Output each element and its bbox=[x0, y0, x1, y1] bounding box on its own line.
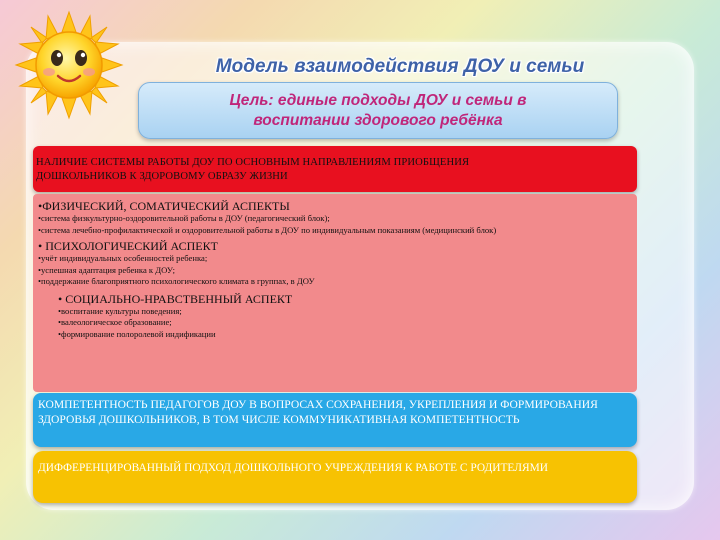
sun-icon bbox=[14, 10, 124, 120]
system-block-text: НАЛИЧИЕ СИСТЕМЫ РАБОТЫ ДОУ ПО ОСНОВНЫМ НАПРАВЛЕНИЯМ ПРИОБЩЕНИЯ ДОШКОЛЬНИКОВ К ЗДОРОВОМУ ОБРАЗУ ЖИЗНИ bbox=[36, 157, 470, 182]
aspect-physical-heading: •ФИЗИЧЕСКИЙ, СОМАТИЧЕСКИЙ АСПЕКТЫ bbox=[38, 199, 290, 213]
aspect-item: •учёт индивидуальных особенностей ребенка; bbox=[38, 253, 208, 263]
aspect-psychological-heading: • ПСИХОЛОГИЧЕСКИЙ АСПЕКТ bbox=[38, 239, 218, 253]
approach-block-text: ДИФФЕРЕНЦИРОВАННЫЙ ПОДХОД ДОШКОЛЬНОГО УЧРЕЖДЕНИЯ К РАБОТЕ С РОДИТЕЛЯМИ bbox=[38, 462, 548, 474]
aspect-item: •система физкультурно-оздоровительной работы в ДОУ (педагогический блок); bbox=[38, 213, 330, 223]
aspect-item: •успешная адаптация ребенка к ДОУ; bbox=[38, 264, 175, 275]
aspect-item: •формирование полоролевой индификации bbox=[58, 328, 216, 339]
competence-block-text: КОМПЕТЕНТНОСТЬ ПЕДАГОГОВ ДОУ В ВОПРОСАХ СОХРАНЕНИЯ, УКРЕПЛЕНИЯ И ФОРМИРОВАНИЯ ЗДОРОВЬЯ ДОШКОЛЬНИКОВ, В ТОМ ЧИСЛЕ КОММУНИКАТИВНАЯ КОМПЕТЕНТНОСТЬ bbox=[38, 398, 598, 426]
aspect-item: •поддержание благоприятного психологического климата в группах, в ДОУ bbox=[38, 276, 315, 286]
aspect-item: •система лечебно-профилактической и оздоровительной работы в ДОУ по индивидуальным показаниям (медицинский блок) bbox=[38, 224, 497, 235]
goal-box bbox=[138, 82, 618, 139]
aspect-social-heading: • СОЦИАЛЬНО-НРАВСТВЕННЫЙ АСПЕКТ bbox=[58, 291, 293, 306]
slide-title: Модель взаимодействия ДОУ и семьи bbox=[215, 56, 585, 77]
aspects-list bbox=[38, 198, 634, 340]
goal-text: Цель: единые подходы ДОУ и семьи в воспитании здорового ребёнка bbox=[229, 91, 527, 129]
aspect-item: •воспитание культуры поведения; bbox=[58, 305, 182, 316]
approach-block bbox=[33, 451, 637, 503]
aspect-item: •валеологическое образование; bbox=[58, 317, 172, 327]
